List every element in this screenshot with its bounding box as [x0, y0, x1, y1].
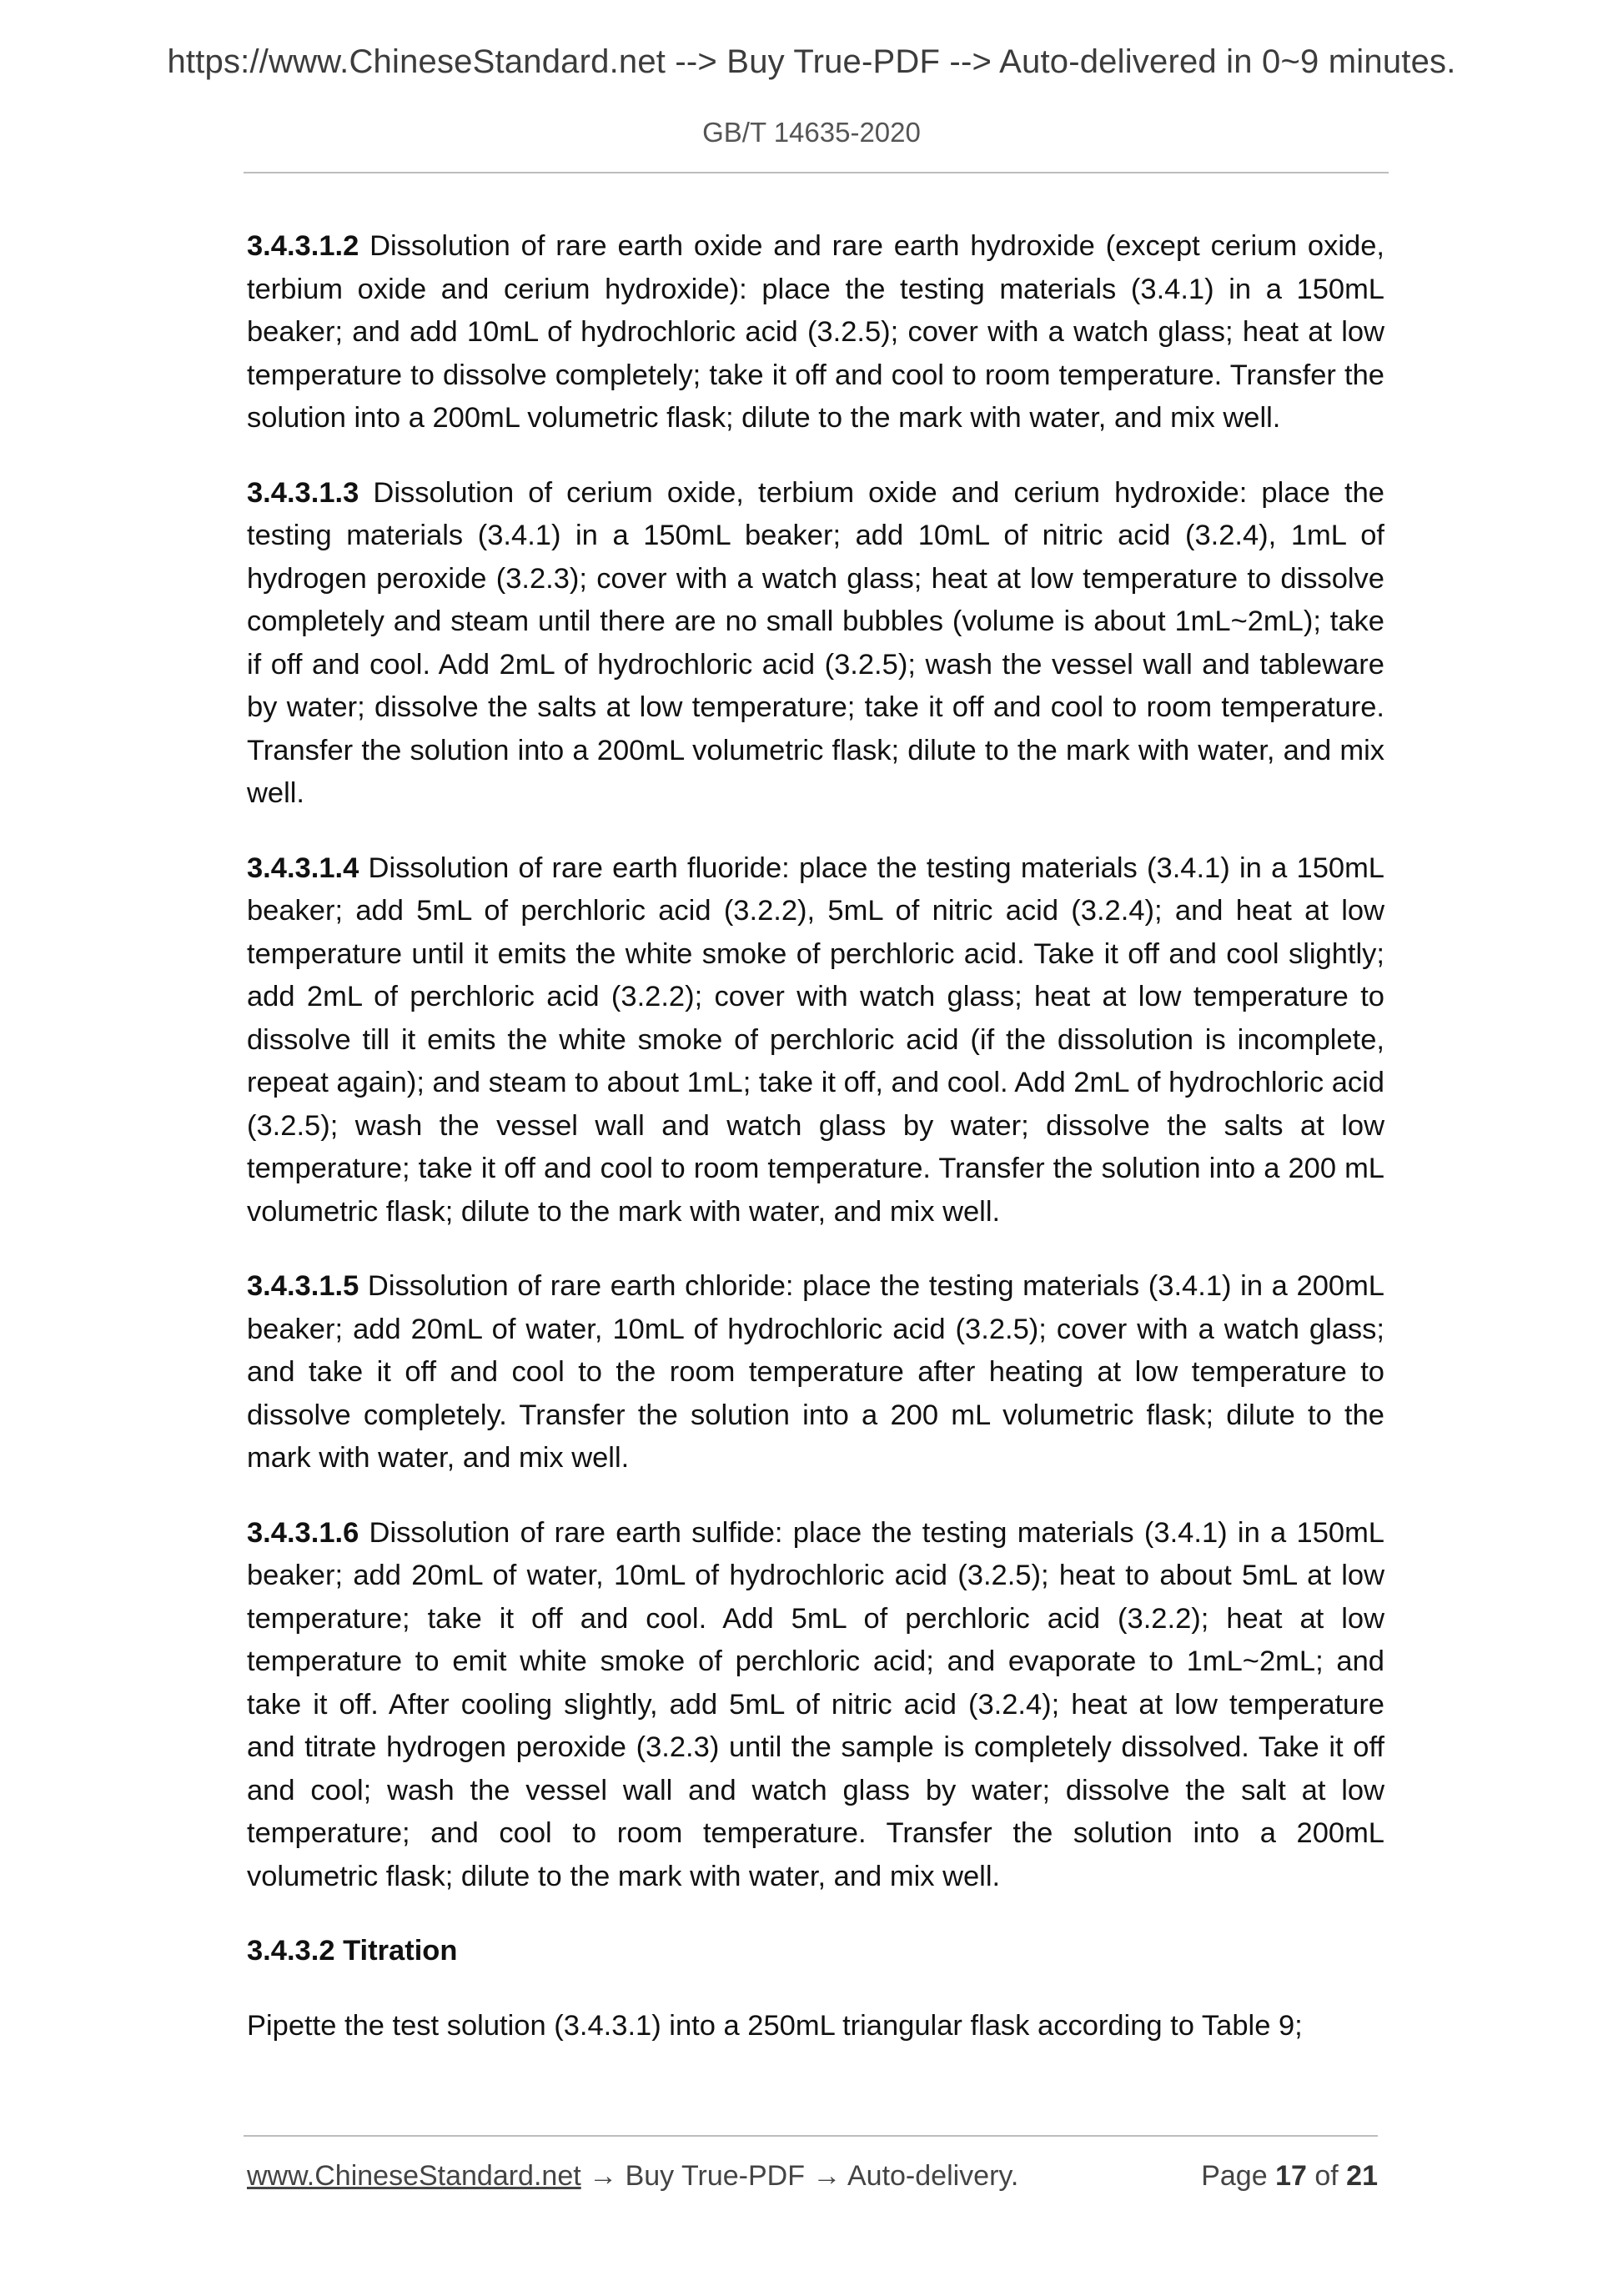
top-banner: https://www.ChineseStandard.net --> Buy True-PDF --> Auto-delivered in 0~9 minutes.	[167, 43, 1456, 80]
section-3-4-3-1-5	[247, 1265, 1384, 1480]
page-number: 17	[1275, 2160, 1307, 2192]
footer-tagline: → Buy True-PDF → Auto-delivery.	[580, 2160, 1019, 2192]
total-pages: 21	[1346, 2160, 1378, 2192]
section-text: Dissolution of rare earth sulfide: place the testing materials (3.4.1) in a 150mL beaker; add 20mL of water, 10mL of hydrochloric acid (3.2.5); heat to about 5mL at low temperature; take it off and cool. Add 5mL of perchloric acid (3.2.2); heat at low temperature to emit white smoke of perchloric acid; and evaporate to 1mL~2mL; and take it off. After cooling slightly, add 5mL of nitric acid (3.2.4); heat at low temperature and titrate hydrogen peroxide (3.2.3) until the sample is completely dissolved. Take it off and cool; wash the vessel wall and watch glass by water; dissolve the salt at low temperature; and cool to room temperature. Transfer the solution into a 200mL volumetric flask; dilute to the mark with water, and mix well.	[247, 1516, 1384, 1892]
section-text: Dissolution of rare earth oxide and rare earth hydroxide (except cerium oxide, terbium oxide and cerium hydroxide): place the testing materials (3.4.1) in a 150mL beaker; and add 10mL of hydrochloric acid (3.2.5); cover with a watch glass; heat at low temperature to dissolve completely; take it off and cool to room temperature. Transfer the solution into a 200mL volumetric flask; dilute to the mark with water, and mix well.	[247, 230, 1384, 434]
section-number: 3.4.3.1.5	[247, 1270, 359, 1302]
section-3-4-3-1-3	[247, 472, 1384, 816]
section-number: 3.4.3.1.4	[247, 852, 359, 884]
section-text: Dissolution of cerium oxide, terbium oxide and cerium hydroxide: place the testing materials (3.4.1) in a 150mL beaker; add 10mL of nitric acid (3.2.4), 1mL of hydrogen peroxide (3.2.3); cover with a watch glass; heat at low temperature to dissolve completely and steam until there are no small bubbles (volume is about 1mL~2mL); take if off and cool. Add 2mL of hydrochloric acid (3.2.5); wash the vessel wall and tableware by water; dissolve the salts at low temperature; take it off and cool to room temperature. Transfer the solution into a 200mL volumetric flask; dilute to the mark with water, and mix well.	[247, 476, 1384, 809]
section-number: 3.4.3.1.6	[247, 1516, 359, 1549]
titration-heading: 3.4.3.2 Titration	[247, 1935, 458, 1967]
document-code: GB/T 14635-2020	[702, 117, 921, 148]
of-label: of	[1314, 2160, 1339, 2192]
site-link[interactable]: www.ChineseStandard.net	[247, 2160, 581, 2192]
section-number: 3.4.3.1.3	[247, 476, 359, 509]
section-3-4-3-1-6	[247, 1512, 1384, 1899]
page-indicator	[1201, 2160, 1378, 2193]
page-label: Page	[1201, 2160, 1268, 2192]
section-text: Dissolution of rare earth fluoride: place the testing materials (3.4.1) in a 150mL beaker; add 5mL of perchloric acid (3.2.2), 5mL of nitric acid (3.2.4); and heat at low temperature until it emits the white smoke of perchloric acid. Take it off and cool slightly; add 2mL of perchloric acid (3.2.2); cover with watch glass; heat at low temperature to dissolve till it emits the white smoke of perchloric acid (if the dissolution is incomplete, repeat again); and steam to about 1mL; take it off, and cool. Add 2mL of hydrochloric acid (3.2.5); wash the vessel wall and watch glass by water; dissolve the salts at low temperature; take it off and cool to room temperature. Transfer the solution into a 200 mL volumetric flask; dilute to the mark with water, and mix well.	[247, 852, 1384, 1228]
section-number: 3.4.3.1.2	[247, 230, 359, 262]
footer-left	[247, 2160, 1018, 2193]
header-divider	[244, 172, 1389, 173]
section-3-4-3-1-2	[247, 225, 1384, 440]
titration-paragraph: Pipette the test solution (3.4.3.1) into a 250mL triangular flask according to Table 9;	[247, 2009, 1303, 2042]
section-text: Dissolution of rare earth chloride: place the testing materials (3.4.1) in a 200mL beaker; add 20mL of water, 10mL of hydrochloric acid (3.2.5); cover with a watch glass; and take it off and cool to the room temperature after heating at low temperature to dissolve completely. Transfer the solution into a 200 mL volumetric flask; dilute to the mark with water, and mix well.	[247, 1270, 1384, 1474]
page-content	[247, 225, 1384, 2047]
section-3-4-3-1-4	[247, 847, 1384, 1234]
footer-divider	[244, 2135, 1378, 2137]
